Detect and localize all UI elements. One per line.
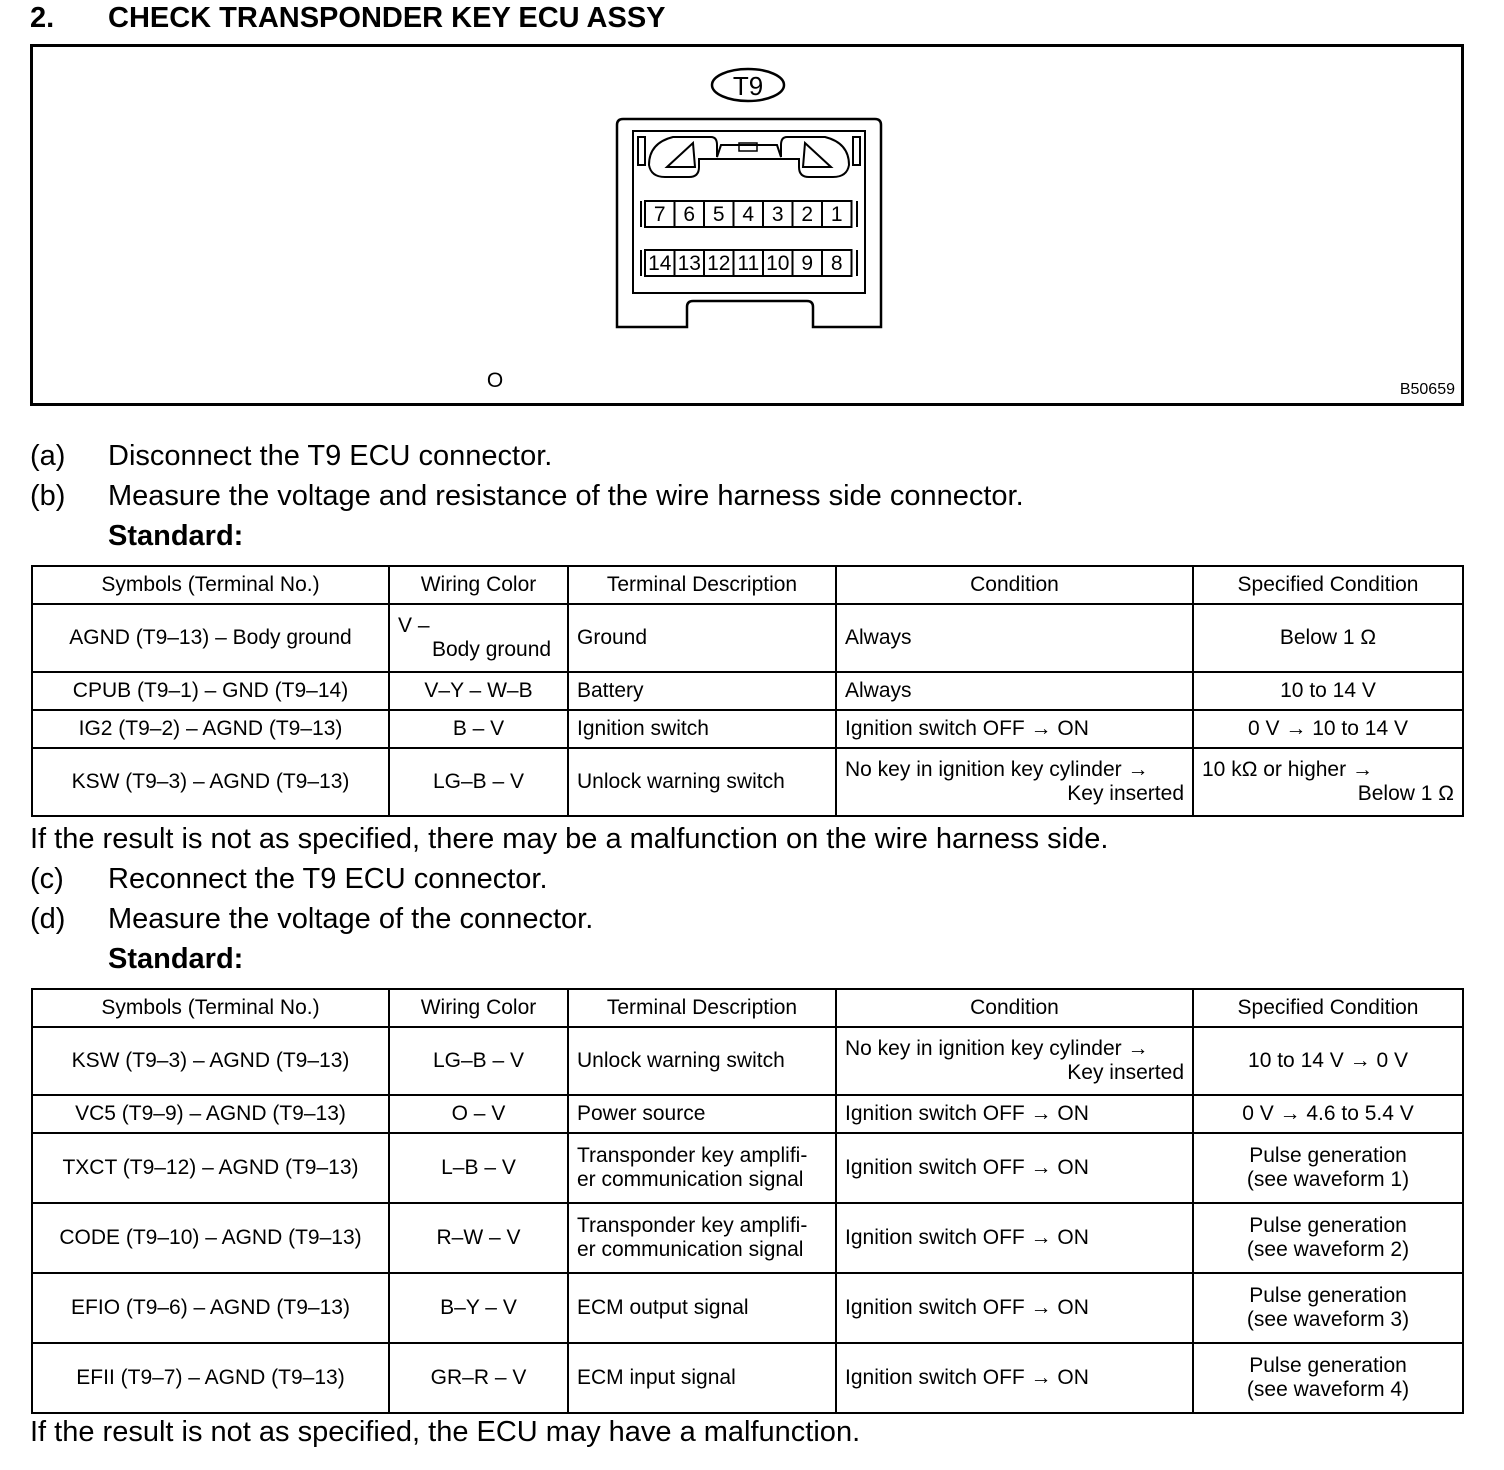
cell-description: Unlock warning switch [568, 1027, 836, 1095]
step-c [30, 863, 548, 896]
cell-spec [1193, 1133, 1463, 1203]
cell-spec-line1: Pulse generation [1249, 1284, 1407, 1307]
cell-spec-line2: Below 1 Ω [1357, 782, 1454, 805]
pin-number: 6 [683, 203, 696, 226]
header-specified-condition: Specified Condition [1193, 989, 1463, 1027]
cell-condition: Ignition switch OFF → ON [836, 1133, 1193, 1203]
table-row [32, 1133, 1463, 1203]
cell-description: Power source [568, 1095, 836, 1133]
cell-spec: 0 V → 4.6 to 5.4 V [1193, 1095, 1463, 1133]
cell-symbol: CODE (T9–10) – AGND (T9–13) [32, 1203, 389, 1273]
cell-wiring-color: GR–R – V [389, 1343, 568, 1413]
cell-spec: 10 to 14 V [1193, 672, 1463, 710]
pin-number: 12 [707, 252, 731, 275]
step-d [30, 903, 593, 936]
pin-number: 8 [830, 252, 843, 275]
header-symbols: Symbols (Terminal No.) [32, 989, 389, 1027]
cell-spec-line2: (see waveform 1) [1246, 1168, 1410, 1191]
cell-spec-line1: 10 kΩ or higher → [1202, 758, 1373, 781]
pin-number: 13 [677, 252, 701, 275]
cell-condition: Ignition switch OFF → ON [836, 710, 1193, 748]
standard-label-1: Standard: [108, 520, 244, 552]
table-row [32, 710, 1463, 748]
table-row [32, 748, 1463, 816]
cell-spec-line1: Pulse generation [1249, 1354, 1407, 1377]
cell-spec: 10 to 14 V → 0 V [1193, 1027, 1463, 1095]
step-d-label: (d) [30, 903, 66, 935]
cell-spec-line2: (see waveform 4) [1246, 1378, 1410, 1401]
cell-wiring-color: LG–B – V [389, 1027, 568, 1095]
cell-spec [1193, 748, 1463, 816]
pin-number: 7 [653, 203, 666, 226]
pin-number: 4 [742, 203, 755, 226]
pin-number: 11 [737, 252, 760, 275]
cell-description-line2: er communication signal [577, 1238, 804, 1261]
cell-wiring-color: O – V [389, 1095, 568, 1133]
cell-condition [836, 748, 1193, 816]
pin-number: 3 [771, 203, 784, 226]
pin-number: 14 [648, 252, 672, 275]
cell-description: Battery [568, 672, 836, 710]
connector-figure [30, 44, 1464, 406]
cell-description: Ignition switch [568, 710, 836, 748]
cell-description [568, 1203, 836, 1273]
step-c-label: (c) [30, 863, 64, 895]
step-a [30, 440, 552, 473]
cell-description-line2: er communication signal [577, 1168, 804, 1191]
cell-condition: Always [836, 604, 1193, 672]
connector-diagram [33, 47, 1461, 403]
cell-wiring-color [389, 604, 568, 672]
cell-symbol: KSW (T9–3) – AGND (T9–13) [32, 748, 389, 816]
cell-description: ECM output signal [568, 1273, 836, 1343]
note-1: If the result is not as specified, there may be a malfunction on the wire harness side. [30, 823, 1109, 855]
header-wiring-color: Wiring Color [389, 989, 568, 1027]
pin-number: 5 [712, 203, 725, 226]
cell-condition: Ignition switch OFF → ON [836, 1095, 1193, 1133]
pin-number: 2 [801, 203, 814, 226]
cell-spec: 0 V → 10 to 14 V [1193, 710, 1463, 748]
cell-spec-line2: (see waveform 2) [1246, 1238, 1410, 1261]
table-row [32, 604, 1463, 672]
cell-wiring-line1: V – [398, 614, 430, 637]
cell-wiring-color: R–W – V [389, 1203, 568, 1273]
cell-condition: Always [836, 672, 1193, 710]
step-b-label: (b) [30, 480, 66, 512]
section-title: CHECK TRANSPONDER KEY ECU ASSY [108, 2, 666, 34]
cell-symbol: CPUB (T9–1) – GND (T9–14) [32, 672, 389, 710]
cell-spec [1193, 1273, 1463, 1343]
cell-condition: Ignition switch OFF → ON [836, 1203, 1193, 1273]
step-b-text: Measure the voltage and resistance of the wire harness side connector. [108, 480, 1024, 512]
cell-symbol: EFIO (T9–6) – AGND (T9–13) [32, 1273, 389, 1343]
cell-condition [836, 1027, 1193, 1095]
table-row [32, 1027, 1463, 1095]
cell-wiring-color: B – V [389, 710, 568, 748]
cell-symbol: AGND (T9–13) – Body ground [32, 604, 389, 672]
cell-condition: Ignition switch OFF → ON [836, 1273, 1193, 1343]
section-heading [30, 2, 666, 35]
standard-label-2: Standard: [108, 943, 244, 975]
cell-symbol: VC5 (T9–9) – AGND (T9–13) [32, 1095, 389, 1133]
cell-condition-line2: Key inserted [1067, 782, 1184, 805]
cell-condition-line2: Key inserted [1067, 1061, 1184, 1084]
table-header-row [32, 989, 1463, 1027]
step-d-text: Measure the voltage of the connector. [108, 903, 594, 935]
cell-spec-line1: Pulse generation [1249, 1214, 1407, 1237]
cell-spec [1193, 1343, 1463, 1413]
step-c-text: Reconnect the T9 ECU connector. [108, 863, 548, 895]
table-row [32, 1343, 1463, 1413]
header-symbols: Symbols (Terminal No.) [32, 566, 389, 604]
figure-code: B50659 [1399, 381, 1455, 398]
cell-spec-line1: Pulse generation [1249, 1144, 1407, 1167]
cell-symbol: EFII (T9–7) – AGND (T9–13) [32, 1343, 389, 1413]
cell-symbol: IG2 (T9–2) – AGND (T9–13) [32, 710, 389, 748]
cell-wiring-color: L–B – V [389, 1133, 568, 1203]
step-b [30, 480, 1024, 513]
cell-description: ECM input signal [568, 1343, 836, 1413]
cell-description: Ground [568, 604, 836, 672]
cell-description: Unlock warning switch [568, 748, 836, 816]
cell-spec [1193, 1203, 1463, 1273]
cell-wiring-color: B–Y – V [389, 1273, 568, 1343]
section-number: 2. [30, 2, 55, 34]
pin-number: 9 [801, 252, 814, 275]
header-terminal-description: Terminal Description [568, 566, 836, 604]
header-terminal-description: Terminal Description [568, 989, 836, 1027]
connector-id: T9 [732, 71, 764, 101]
cell-description [568, 1133, 836, 1203]
cell-spec-line2: (see waveform 3) [1246, 1308, 1410, 1331]
table-row [32, 1095, 1463, 1133]
cell-wiring-color: V–Y – W–B [389, 672, 568, 710]
cell-description-line1: Transponder key amplifi- [577, 1144, 808, 1167]
table-row [32, 672, 1463, 710]
header-specified-condition: Specified Condition [1193, 566, 1463, 604]
note-2: If the result is not as specified, the ECU may have a malfunction. [30, 1416, 861, 1448]
spec-table-2 [31, 988, 1464, 1414]
header-condition: Condition [836, 989, 1193, 1027]
cell-description-line1: Transponder key amplifi- [577, 1214, 808, 1237]
table-row [32, 1203, 1463, 1273]
header-wiring-color: Wiring Color [389, 566, 568, 604]
cell-symbol: KSW (T9–3) – AGND (T9–13) [32, 1027, 389, 1095]
cell-wiring-line2: Body ground [432, 638, 552, 661]
stray-mark: O [486, 369, 504, 392]
cell-condition-line1: No key in ignition key cylinder → [845, 758, 1149, 781]
table-row [32, 1273, 1463, 1343]
pin-number: 1 [830, 203, 843, 226]
cell-condition: Ignition switch OFF → ON [836, 1343, 1193, 1413]
cell-wiring-color: LG–B – V [389, 748, 568, 816]
cell-condition-line1: No key in ignition key cylinder → [845, 1037, 1149, 1060]
cell-symbol: TXCT (T9–12) – AGND (T9–13) [32, 1133, 389, 1203]
cell-spec: Below 1 Ω [1193, 604, 1463, 672]
spec-table-1 [31, 565, 1464, 817]
header-condition: Condition [836, 566, 1193, 604]
pin-number: 10 [766, 252, 790, 275]
step-a-text: Disconnect the T9 ECU connector. [108, 440, 553, 472]
table-header-row [32, 566, 1463, 604]
step-a-label: (a) [30, 440, 66, 472]
